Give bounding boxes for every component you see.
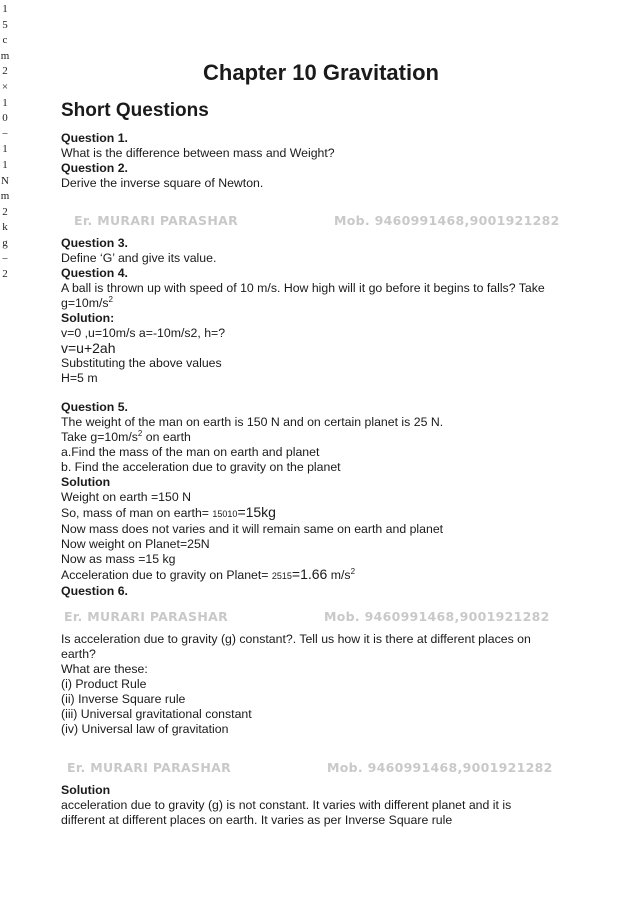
g-value: g=10m/s	[61, 296, 109, 310]
watermark-mobile: Mob. 9460991468,9001921282	[327, 760, 553, 775]
accel-text: Acceleration due to gravity on Planet=	[61, 568, 272, 582]
watermark-name: Er. MURARI PARASHAR	[64, 609, 228, 624]
accel-unit: m/s	[327, 568, 351, 582]
margin-char: 1	[2, 3, 8, 15]
question-5-text-2	[61, 430, 576, 445]
margin-char: k	[2, 221, 8, 234]
accel-result: =1.66	[291, 566, 328, 582]
margin-char: ×	[1, 80, 9, 93]
watermark	[64, 609, 564, 627]
question-5-part-a: a.Find the mass of the man on earth and planet	[61, 445, 320, 459]
question-4-text: A ball is thrown up with speed of 10 m/s. How high will it go before it begins to falls? Take	[61, 281, 545, 295]
watermark-name: Er. MURARI PARASHAR	[74, 213, 238, 228]
solution-line-2	[61, 505, 576, 522]
list-item: (ii) Inverse Square rule	[61, 692, 186, 706]
solution-line-3: Now mass does not varies and it will remain same on earth and planet	[61, 522, 444, 536]
solution-label: Solution:	[61, 311, 115, 325]
question-6-text-cont: earth?	[61, 647, 96, 661]
margin-char: −	[1, 127, 9, 140]
solution-answer: H=5 m	[61, 371, 98, 385]
margin-char: 1	[2, 143, 8, 156]
question-3-label: Question 3.	[61, 236, 128, 250]
solution-equation: v=u+2ah	[61, 340, 116, 356]
margin-char: 5	[2, 18, 8, 31]
question-2-label: Question 2.	[61, 161, 128, 175]
solution-label: Solution	[61, 783, 111, 797]
solution-line-4: Now weight on Planet=25N	[61, 537, 210, 551]
question-5-part-b: b. Find the acceleration due to gravity on the planet	[61, 460, 341, 474]
margin-char: N	[1, 174, 9, 187]
mass-text: So, mass of man on earth=	[61, 506, 213, 520]
solution-text: acceleration due to gravity (g) is not constant. It varies with different planet and it is	[61, 798, 512, 812]
mass-fraction: 15010	[212, 509, 238, 519]
margin-char: 0	[2, 112, 8, 125]
superscript: 2	[108, 294, 113, 304]
margin-char: m	[0, 49, 10, 62]
solution-givens: v=0 ,u=10m/s a=-10m/s2, h=?	[61, 326, 226, 340]
questions-block-1	[61, 131, 576, 191]
mass-result: =15kg	[237, 504, 276, 520]
margin-char: m	[0, 190, 10, 203]
solution-substitution: Substituting the above values	[61, 356, 222, 370]
margin-char: g	[2, 236, 8, 249]
questions-block-4	[61, 632, 576, 737]
list-item: (iii) Universal gravitational constant	[61, 707, 252, 721]
page-title: Chapter 10 Gravitation	[203, 60, 439, 85]
margin-char: 2	[2, 205, 8, 218]
watermark	[74, 213, 574, 231]
margin-unit-strip	[0, 2, 10, 283]
question-4-text-cont	[61, 296, 576, 311]
list-item: (i) Product Rule	[61, 677, 147, 691]
questions-block-2	[61, 236, 576, 599]
margin-char: 2	[2, 268, 8, 281]
solution-line-1: Weight on earth =150 N	[61, 490, 191, 504]
question-2-text: Derive the inverse square of Newton.	[61, 176, 264, 190]
watermark	[67, 760, 567, 778]
section-heading: Short Questions	[61, 100, 209, 121]
question-1-label: Question 1.	[61, 131, 128, 145]
margin-char: −	[1, 252, 9, 265]
watermark-mobile: Mob. 9460991468,9001921282	[334, 213, 560, 228]
question-3-text: Define ‘G’ and give its value.	[61, 251, 217, 265]
question-6-text: Is acceleration due to gravity (g) constant?. Tell us how it is there at different places on	[61, 632, 531, 646]
margin-char: 2	[2, 65, 8, 78]
on-earth: on earth	[142, 430, 191, 444]
solution-label: Solution	[61, 475, 111, 489]
superscript: 2	[137, 428, 143, 438]
question-1-text: What is the difference between mass and Weight?	[61, 146, 335, 160]
margin-char: c	[2, 34, 8, 47]
solution-block-final	[61, 783, 576, 828]
question-5-label: Question 5.	[61, 400, 128, 414]
margin-char: 1	[2, 158, 8, 171]
margin-char: 1	[2, 96, 8, 109]
superscript: 2	[350, 566, 356, 576]
list-item: (iv) Universal law of gravitation	[61, 722, 229, 736]
accel-fraction: 2515	[271, 571, 292, 581]
question-5-text-1: The weight of the man on earth is 150 N and on certain planet is 25 N.	[61, 415, 444, 429]
question-4-label: Question 4.	[61, 266, 128, 280]
question-6-label: Question 6.	[61, 584, 128, 598]
watermark-mobile: Mob. 9460991468,9001921282	[324, 609, 550, 624]
take-g: Take g=10m/s	[61, 430, 138, 444]
watermark-name: Er. MURARI PARASHAR	[67, 760, 231, 775]
solution-line-6	[61, 567, 576, 584]
what-are-these: What are these:	[61, 662, 148, 676]
solution-line-5: Now as mass =15 kg	[61, 552, 176, 566]
solution-text-cont: different at different places on earth. It varies as per Inverse Square rule	[61, 813, 453, 827]
